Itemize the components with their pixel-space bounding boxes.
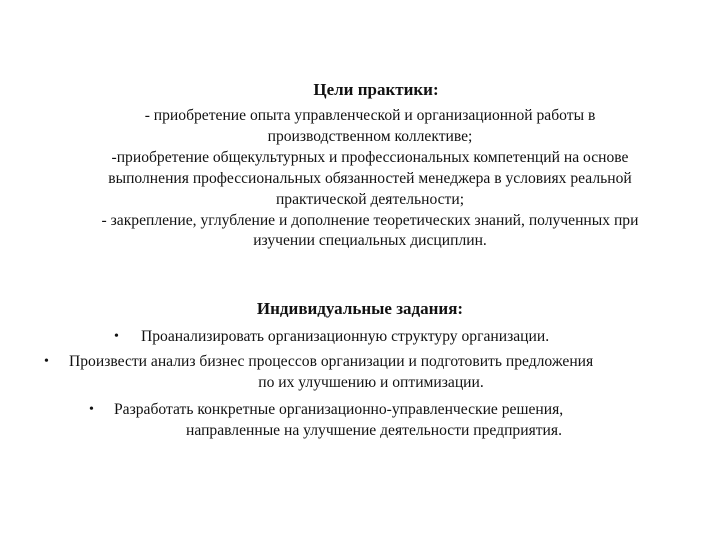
goals-line: выполнения профессиональных обязанностей менеджера в условиях реальной xyxy=(108,169,632,187)
goals-line: - закрепление, углубление и дополнение теоретических знаний, полученных при xyxy=(101,211,639,229)
task-item-line: Проанализировать организационную структуру организации. xyxy=(141,328,550,345)
task-item-line: по их улучшению и оптимизации. xyxy=(258,374,484,391)
goals-line: производственном коллективе; xyxy=(267,127,473,145)
goals-line: -приобретение общекультурных и профессиональных компетенций на основе xyxy=(111,148,629,166)
task-item-line: Произвести анализ бизнес процессов организации и подготовить предложения xyxy=(69,353,594,370)
goals-line: изучении специальных дисциплин. xyxy=(253,232,487,250)
task-item-line: направленные на улучшение деятельности предприятия. xyxy=(186,422,562,439)
bullet-icon: • xyxy=(44,354,49,369)
goals-line: практической деятельности; xyxy=(275,190,465,208)
task-item-line: Разработать конкретные организационно-управленческие решения, xyxy=(114,401,564,418)
bullet-icon: • xyxy=(114,329,119,344)
goals-heading: Цели практики: xyxy=(313,80,439,99)
tasks-heading: Индивидуальные задания: xyxy=(256,299,464,318)
goals-list xyxy=(40,106,700,252)
bullet-icon: • xyxy=(89,402,94,417)
goals-line: - приобретение опыта управленческой и организационной работы в xyxy=(144,107,596,124)
